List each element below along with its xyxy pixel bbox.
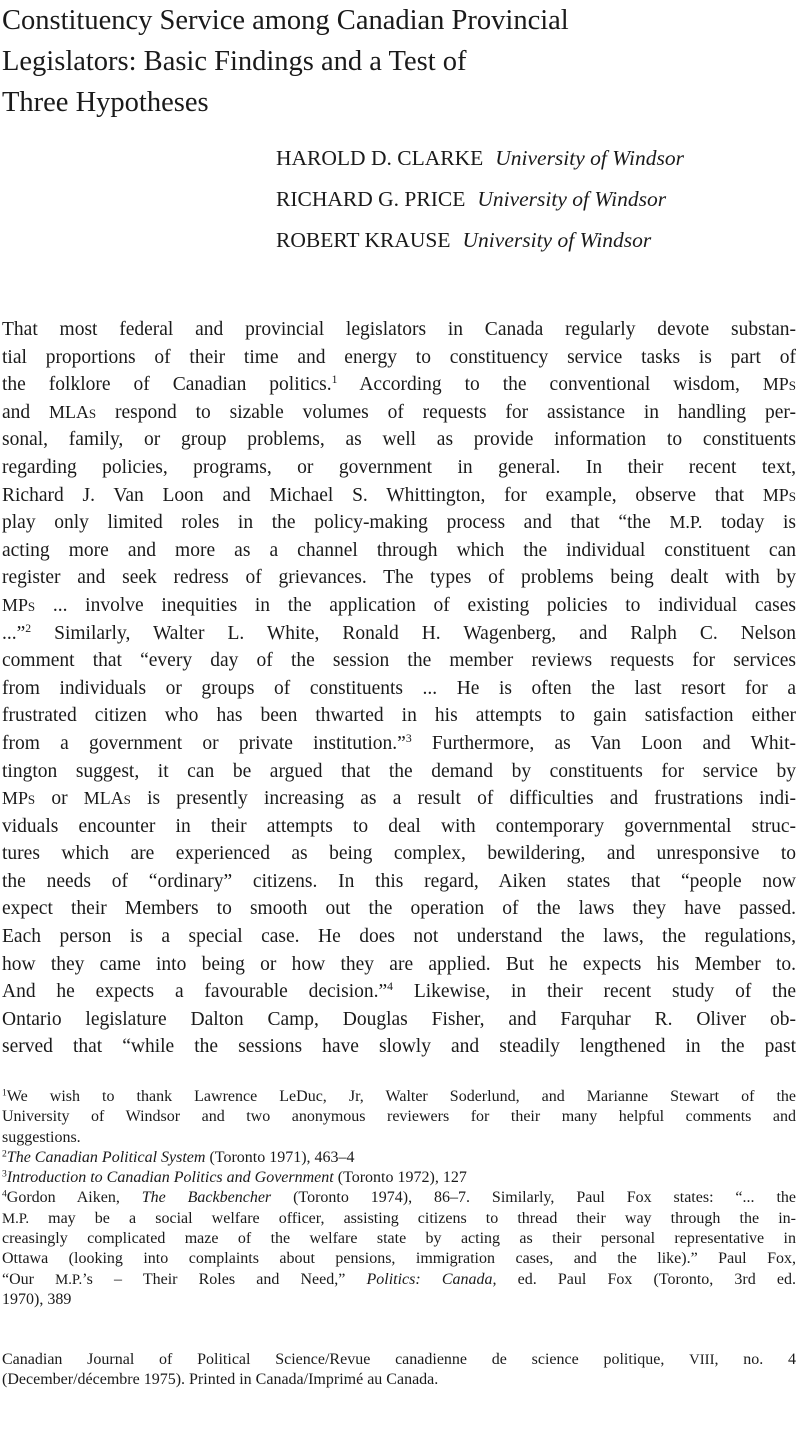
- body-line: regarding policies, programs, or government in general. In their recent text,: [2, 456, 796, 478]
- body-line: ...”$^2$ Similarly, Walter L. White, Ronald H. Wagenberg, and Ralph C. Nelson: [2, 621, 796, 644]
- body-line: Each person is a special case. He does not understand the laws, the regulations,: [2, 926, 796, 948]
- body-line: served that “while the sessions have slowly and steadily lengthened in the past: [2, 1036, 796, 1058]
- body-line: the folklore of Canadian politics.$^1$ According to the conventional wisdom, MPs: [2, 373, 796, 396]
- footnote-1: $^1$We wish to thank Lawrence LeDuc, Jr, Walter Soderlund, and Marianne Stewart of the: [2, 1087, 796, 1105]
- author-3: [276, 228, 651, 253]
- body-line: the needs of “ordinary” citizens. In this regard, Aiken states that “people now: [2, 870, 796, 892]
- author-name: HAROLD D. CLARKE: [276, 146, 484, 170]
- body-line: frustrated citizen who has been thwarted in his attempts to gain satisfaction either: [2, 705, 796, 727]
- author-name: RICHARD G. PRICE: [276, 187, 466, 211]
- footnote-line: creasingly complicated maze of the welfare state by acting as their personal representative in: [2, 1230, 796, 1248]
- citation-line: (December/décembre 1975). Printed in Canada/Imprimé au Canada.: [2, 1371, 439, 1389]
- title-line-2: Legislators: Basic Findings and a Test of: [2, 46, 467, 77]
- body-line: Ontario legislature Dalton Camp, Douglas Fisher, and Farquhar R. Oliver ob-: [2, 1008, 796, 1030]
- body-line: from a government or private institution.”$^3$ Furthermore, as Van Loon and Whit-: [2, 731, 796, 754]
- footnote-line: “Our M.P.’s – Their Roles and Need,” Politics: Canada, ed. Paul Fox (Toronto, 3rd ed.: [2, 1270, 797, 1288]
- body-line: And he expects a favourable decision.”$^4$ Likewise, in their recent study of the: [2, 980, 796, 1003]
- footnote-line: Ottawa (looking into complaints about pensions, immigration cases, and the like).” Paul Fox,: [2, 1250, 796, 1268]
- body-line: viduals encounter in their attempts to deal with contemporary governmental struc-: [2, 815, 796, 837]
- body-line: acting more and more as a channel through which the individual constituent can: [2, 539, 796, 561]
- title-line-1: Constituency Service among Canadian Provincial: [2, 5, 569, 36]
- body-line: and MLAs respond to sizable volumes of requests for assistance in handling per-: [2, 401, 797, 423]
- footnote-4: $^4$Gordon Aiken, The Backbencher (Toronto 1974), 86–7. Similarly, Paul Fox states: “... the: [2, 1188, 796, 1207]
- body-line: MPs ... involve inequities in the application of existing policies to individual cases: [2, 594, 796, 616]
- footnote-3: $^3$Introduction to Canadian Politics and Government (Toronto 1972), 127: [2, 1168, 467, 1187]
- footnote-line: M.P. may be a social welfare officer, assisting citizens to thread their way through the in-: [2, 1209, 796, 1227]
- article-title: [2, 0, 782, 123]
- body-line: Richard J. Van Loon and Michael S. Whittington, for example, observe that MPs: [2, 484, 796, 506]
- citation-line: Canadian Journal of Political Science/Revue canadienne de science politique, VIII, no. 4: [2, 1351, 797, 1368]
- body-line: tington suggest, it can be argued that the demand by constituents for service by: [2, 760, 796, 782]
- journal-citation: [2, 1350, 796, 1391]
- body-line: tures which are experienced as being complex, bewildering, and unresponsive to: [2, 843, 796, 865]
- body-line: sonal, family, or group problems, as well as provide information to constituents: [2, 429, 796, 451]
- body-line: comment that “every day of the session the member reviews requests for services: [2, 650, 796, 672]
- footnote-line: 1970), 389: [2, 1290, 72, 1308]
- author-1: [276, 146, 684, 171]
- footnote-ref: 4: [387, 980, 393, 994]
- author-affiliation: University of Windsor: [495, 146, 684, 170]
- body-line: how they came into being or how they are applied. But he expects his Member to.: [2, 953, 796, 975]
- author-name: ROBERT KRAUSE: [276, 228, 451, 252]
- footnote-ref: 1: [331, 373, 338, 387]
- body-line: play only limited roles in the policy-making process and that “the M.P. today is: [2, 512, 796, 534]
- body-line: MPs or MLAs is presently increasing as a result of difficulties and frustrations indi-: [2, 788, 796, 810]
- body-line: register and seek redress of grievances. The types of problems being dealt with by: [2, 567, 796, 589]
- footnote-ref: 2: [25, 621, 32, 635]
- footnote-line: University of Windsor and two anonymous reviewers for their many helpful comments and: [2, 1108, 796, 1126]
- body-line: That most federal and provincial legislators in Canada regularly devote substan-: [2, 319, 796, 340]
- footnote-ref: 3: [405, 731, 412, 745]
- footnote-2: $^2$The Canadian Political System (Toronto 1971), 463–4: [2, 1148, 355, 1166]
- body-line: from individuals or groups of constituents ... He is often the last resort for a: [2, 677, 796, 699]
- author-affiliation: University of Windsor: [477, 187, 667, 211]
- body-line: tial proportions of their time and energy to constituency service tasks is part of: [2, 346, 796, 368]
- body-line: expect their Members to smooth out the operation of the laws they have passed.: [2, 898, 796, 920]
- footnote-line: suggestions.: [2, 1128, 81, 1146]
- footnotes: [2, 1087, 796, 1310]
- author-affiliation: University of Windsor: [462, 228, 652, 252]
- title-line-3: Three Hypotheses: [2, 87, 209, 118]
- author-2: [276, 187, 666, 212]
- body-text: [2, 316, 796, 1061]
